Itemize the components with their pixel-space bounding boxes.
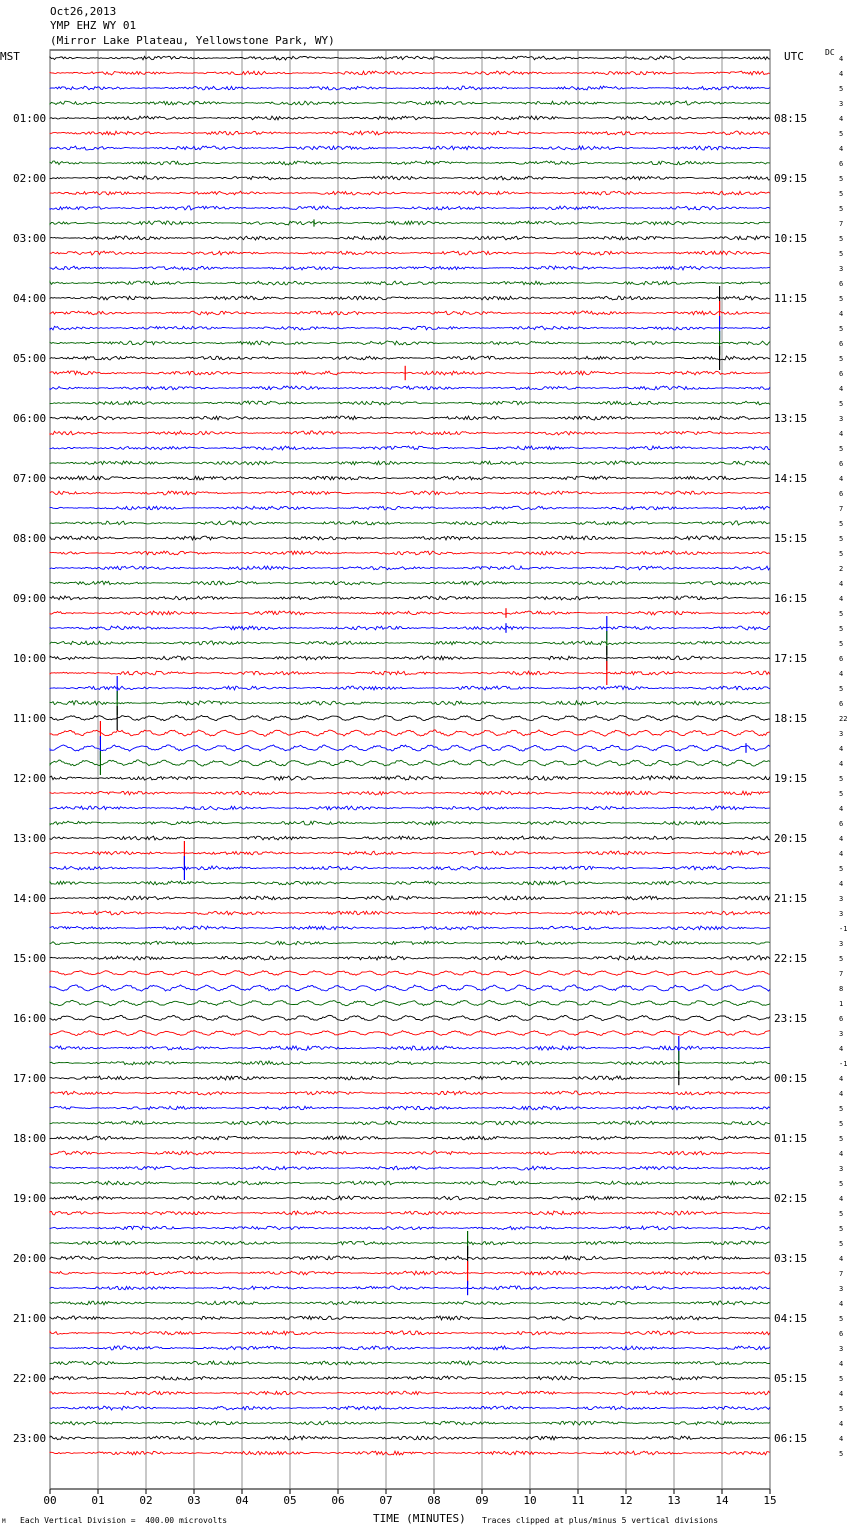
trace-row (50, 1226, 770, 1230)
left-hour-label: 03:00 (13, 232, 47, 245)
trace-row (50, 146, 770, 150)
right-hour-label: 11:15 (774, 292, 808, 305)
chart-date: Oct26,2013 (50, 5, 117, 18)
dc-offset-label: 5 (839, 1405, 844, 1413)
dc-offset-label: 8 (839, 985, 844, 993)
trace-row (50, 1286, 770, 1290)
x-tick-label: 01 (91, 1494, 105, 1507)
right-timezone-label: UTC (784, 50, 804, 63)
dc-offset-label: 4 (839, 805, 844, 813)
dc-offset-label: 6 (839, 280, 844, 288)
dc-offset-label: 5 (839, 445, 844, 453)
right-hour-label: 22:15 (774, 952, 808, 965)
dc-offset-label: 4 (839, 1360, 844, 1368)
trace-row (50, 1061, 770, 1065)
trace-row (50, 1331, 770, 1335)
trace-row (50, 671, 770, 675)
trace-row (50, 1256, 770, 1260)
left-hour-label: 15:00 (13, 952, 47, 965)
right-hour-label: 03:15 (774, 1252, 808, 1265)
dc-offset-label: 6 (839, 160, 844, 168)
x-tick-label: 10 (523, 1494, 537, 1507)
trace-row (50, 206, 770, 210)
dc-offset-label: 5 (839, 775, 844, 783)
trace-row (50, 776, 770, 780)
dc-offset-label: 5 (839, 1450, 844, 1458)
dc-offset-label: 5 (839, 130, 844, 138)
x-tick-label: 07 (379, 1494, 393, 1507)
left-hour-label: 09:00 (13, 592, 47, 605)
right-hour-label: 14:15 (774, 472, 808, 485)
dc-offset-label: 4 (839, 595, 844, 603)
dc-offset-label: 4 (839, 430, 844, 438)
dc-offset-label: 5 (839, 685, 844, 693)
x-tick-label: 02 (139, 1494, 153, 1507)
dc-offset-label: 5 (839, 520, 844, 528)
dc-offset-label: 5 (839, 295, 844, 303)
dc-offset-label: 4 (839, 835, 844, 843)
trace-row (50, 71, 770, 75)
dc-offset-label: 4 (839, 670, 844, 678)
dc-offset-label: 3 (839, 415, 844, 423)
dc-offset-label: 5 (839, 1210, 844, 1218)
trace-row (50, 116, 770, 120)
left-hour-label: 05:00 (13, 352, 47, 365)
trace-row (50, 551, 770, 555)
trace-row (50, 821, 770, 825)
trace-row (50, 1451, 770, 1455)
dc-offset-label: 3 (839, 910, 844, 918)
x-tick-label: 15 (763, 1494, 777, 1507)
trace-row (50, 1091, 770, 1095)
left-hour-label: 08:00 (13, 532, 47, 545)
dc-offset-label: 3 (839, 1165, 844, 1173)
dc-offset-label: 5 (839, 1105, 844, 1113)
trace-row (50, 911, 770, 915)
trace-row (50, 341, 770, 345)
trace-row (50, 1376, 770, 1380)
trace-row (50, 431, 770, 435)
right-hour-label: 00:15 (774, 1072, 808, 1085)
trace-row (50, 491, 770, 495)
left-hour-label: 02:00 (13, 172, 47, 185)
trace-row (50, 626, 770, 630)
right-hour-label: 08:15 (774, 112, 808, 125)
x-axis-title: TIME (MINUTES) (373, 1512, 466, 1525)
dc-offset-label: 4 (839, 115, 844, 123)
dc-offset-label: 5 (839, 550, 844, 558)
trace-row (50, 221, 770, 225)
trace-row (50, 596, 770, 600)
dc-offset-label: 4 (839, 880, 844, 888)
trace-row (50, 416, 770, 420)
left-hour-label: 11:00 (13, 712, 47, 725)
trace-row (50, 446, 770, 450)
dc-offset-label: 5 (839, 1240, 844, 1248)
trace-row (50, 1000, 770, 1005)
x-tick-label: 06 (331, 1494, 345, 1507)
trace-row (50, 131, 770, 135)
trace-row (50, 536, 770, 540)
trace-row (50, 521, 770, 525)
trace-row (50, 1436, 770, 1440)
dc-offset-label: 6 (839, 340, 844, 348)
trace-row (50, 101, 770, 105)
right-hour-label: 21:15 (774, 892, 808, 905)
dc-offset-label: 7 (839, 220, 844, 228)
trace-row (50, 641, 770, 645)
trace-row (50, 386, 770, 390)
trace-row (50, 1181, 770, 1185)
trace-row (50, 926, 770, 930)
trace-row (50, 161, 770, 165)
dc-offset-label: 4 (839, 70, 844, 78)
dc-offset-label: 7 (839, 505, 844, 513)
dc-offset-label: 4 (839, 1390, 844, 1398)
trace-row (50, 236, 770, 240)
dc-offset-label: 22 (839, 715, 848, 723)
dc-offset-label: 4 (839, 475, 844, 483)
trace-row (50, 956, 770, 960)
dc-offset-label: -1 (839, 925, 848, 933)
dc-offset-label: 3 (839, 730, 844, 738)
dc-offset-label: 5 (839, 640, 844, 648)
trace-row (50, 371, 770, 375)
trace-row (50, 1136, 770, 1140)
right-hour-label: 19:15 (774, 772, 808, 785)
dc-offset-label: 5 (839, 1225, 844, 1233)
chart-title: YMP EHZ WY 01 (50, 19, 137, 32)
right-hour-label: 01:15 (774, 1132, 808, 1145)
dc-offset-label: 4 (839, 1195, 844, 1203)
dc-offset-label: 5 (839, 205, 844, 213)
dc-offset-label: 5 (839, 955, 844, 963)
dc-offset-label: -1 (839, 1060, 848, 1068)
trace-row (50, 1271, 770, 1275)
trace-row (50, 1391, 770, 1395)
dc-offset-label: 5 (839, 1375, 844, 1383)
dc-offset-label: 3 (839, 1345, 844, 1353)
trace-row (50, 251, 770, 255)
dc-offset-label: 5 (839, 250, 844, 258)
dc-offset-label: 5 (839, 235, 844, 243)
dc-offset-label: 5 (839, 85, 844, 93)
trace-row (50, 461, 770, 465)
dc-offset-label: 5 (839, 175, 844, 183)
dc-offset-label: 5 (839, 190, 844, 198)
x-tick-label: 03 (187, 1494, 201, 1507)
trace-row (50, 745, 770, 751)
right-hour-label: 10:15 (774, 232, 808, 245)
trace-row (50, 851, 770, 855)
dc-offset-label: 5 (839, 610, 844, 618)
dc-offset-label: 3 (839, 265, 844, 273)
trace-row (50, 296, 770, 300)
trace-row (50, 356, 770, 360)
trace-row (50, 311, 770, 315)
chart-subtitle: (Mirror Lake Plateau, Yellowstone Park, WY) (50, 34, 335, 47)
trace-row (50, 1316, 770, 1320)
trace-row (50, 715, 770, 720)
right-hour-label: 17:15 (774, 652, 808, 665)
right-hour-label: 06:15 (774, 1432, 808, 1445)
right-hour-label: 02:15 (774, 1192, 808, 1205)
x-tick-label: 09 (475, 1494, 489, 1507)
trace-row (50, 1421, 770, 1425)
dc-offset-label: 5 (839, 1315, 844, 1323)
dc-offset-label: 5 (839, 1180, 844, 1188)
left-hour-label: 04:00 (13, 292, 47, 305)
dc-offset-label: 4 (839, 1090, 844, 1098)
dc-offset-label: 4 (839, 1420, 844, 1428)
dc-offset-label: 7 (839, 970, 844, 978)
trace-row (50, 506, 770, 510)
dc-offset-label: 6 (839, 655, 844, 663)
left-hour-label: 01:00 (13, 112, 47, 125)
dc-offset-label: 5 (839, 625, 844, 633)
dc-offset-label: 5 (839, 535, 844, 543)
left-timezone-label: MST (0, 50, 20, 63)
dc-offset-label: 4 (839, 1045, 844, 1053)
trace-row (50, 866, 770, 870)
trace-row (50, 836, 770, 840)
x-tick-label: 12 (619, 1494, 633, 1507)
dc-offset-label: 5 (839, 355, 844, 363)
trace-row (50, 1046, 770, 1050)
x-tick-label: 11 (571, 1494, 585, 1507)
dc-offset-label: 3 (839, 1030, 844, 1038)
right-hour-label: 04:15 (774, 1312, 808, 1325)
right-hour-label: 09:15 (774, 172, 808, 185)
left-hour-label: 07:00 (13, 472, 47, 485)
dc-offset-label: 5 (839, 865, 844, 873)
clip-note: Traces clipped at plus/minus 5 vertical divisions (482, 1516, 719, 1525)
dc-offset-label: 6 (839, 490, 844, 498)
left-hour-label: 20:00 (13, 1252, 47, 1265)
dc-offset-label: 6 (839, 1015, 844, 1023)
dc-offset-label: 4 (839, 580, 844, 588)
x-tick-label: 08 (427, 1494, 441, 1507)
dc-offset-label: 6 (839, 1330, 844, 1338)
dc-offset-label: 4 (839, 385, 844, 393)
trace-row (50, 281, 770, 285)
left-hour-label: 10:00 (13, 652, 47, 665)
dc-offset-label: 4 (839, 55, 844, 63)
trace-row (50, 686, 770, 690)
dc-offset-label: 2 (839, 565, 844, 573)
trace-row (50, 1406, 770, 1410)
x-tick-label: 04 (235, 1494, 249, 1507)
dc-offset-label: 1 (839, 1000, 844, 1008)
left-hour-label: 18:00 (13, 1132, 47, 1145)
dc-offset-label: 5 (839, 790, 844, 798)
left-hour-label: 14:00 (13, 892, 47, 905)
trace-row (50, 1196, 770, 1200)
trace-row (50, 1166, 770, 1170)
right-hour-label: 13:15 (774, 412, 808, 425)
left-hour-label: 22:00 (13, 1372, 47, 1385)
right-hour-label: 23:15 (774, 1012, 808, 1025)
trace-row (50, 1031, 770, 1036)
trace-row (50, 881, 770, 885)
x-tick-label: 05 (283, 1494, 297, 1507)
trace-row (50, 985, 770, 991)
right-hour-label: 16:15 (774, 592, 808, 605)
trace-row (50, 476, 770, 480)
left-hour-label: 16:00 (13, 1012, 47, 1025)
trace-row (50, 971, 770, 976)
left-hour-label: 21:00 (13, 1312, 47, 1325)
left-hour-label: 17:00 (13, 1072, 47, 1085)
trace-row (50, 401, 770, 405)
trace-row (50, 176, 770, 180)
trace-row (50, 730, 770, 736)
dc-offset-label: 6 (839, 820, 844, 828)
dc-offset-label: 4 (839, 145, 844, 153)
trace-row (50, 1015, 770, 1020)
dc-offset-label: 3 (839, 940, 844, 948)
dc-offset-label: 4 (839, 850, 844, 858)
x-tick-label: 13 (667, 1494, 681, 1507)
dc-offset-label: 3 (839, 1285, 844, 1293)
left-hour-label: 13:00 (13, 832, 47, 845)
right-hour-label: 12:15 (774, 352, 808, 365)
trace-row (50, 1241, 770, 1245)
dc-offset-label: 4 (839, 1435, 844, 1443)
dc-label: DC (825, 48, 835, 57)
scale-note: Each Vertical Division = 400.00 microvolts (20, 1516, 228, 1525)
right-hour-label: 20:15 (774, 832, 808, 845)
dc-offset-label: 3 (839, 895, 844, 903)
dc-offset-label: 6 (839, 460, 844, 468)
corner-mark: M (2, 1518, 6, 1525)
trace-row (50, 1151, 770, 1155)
dc-offset-label: 5 (839, 1135, 844, 1143)
trace-row (50, 611, 770, 615)
dc-offset-label: 6 (839, 370, 844, 378)
dc-offset-label: 5 (839, 400, 844, 408)
trace-row (50, 806, 770, 810)
dc-offset-label: 3 (839, 100, 844, 108)
trace-row (50, 1211, 770, 1215)
dc-offset-label: 4 (839, 1075, 844, 1083)
dc-offset-label: 4 (839, 745, 844, 753)
trace-row (50, 326, 770, 330)
trace-row (50, 191, 770, 195)
trace-row (50, 566, 770, 570)
trace-row (50, 581, 770, 585)
trace-row (50, 760, 770, 766)
trace-row (50, 1361, 770, 1365)
right-hour-label: 15:15 (774, 532, 808, 545)
trace-row (50, 1106, 770, 1110)
dc-offset-label: 4 (839, 1300, 844, 1308)
dc-offset-label: 5 (839, 1120, 844, 1128)
trace-row (50, 86, 770, 90)
dc-offset-label: 6 (839, 700, 844, 708)
trace-row (50, 1121, 770, 1125)
trace-row (50, 791, 770, 795)
left-hour-label: 12:00 (13, 772, 47, 785)
trace-row (50, 941, 770, 945)
trace-row (50, 656, 770, 660)
left-hour-label: 06:00 (13, 412, 47, 425)
trace-row (50, 896, 770, 900)
trace-row (50, 1346, 770, 1350)
x-tick-label: 00 (43, 1494, 57, 1507)
dc-offset-label: 5 (839, 325, 844, 333)
dc-offset-label: 7 (839, 1270, 844, 1278)
dc-offset-label: 4 (839, 760, 844, 768)
dc-offset-label: 4 (839, 1150, 844, 1158)
x-tick-label: 14 (715, 1494, 729, 1507)
trace-row (50, 1301, 770, 1305)
left-hour-label: 19:00 (13, 1192, 47, 1205)
trace-row (50, 266, 770, 270)
right-hour-label: 18:15 (774, 712, 808, 725)
dc-offset-label: 4 (839, 1255, 844, 1263)
trace-row (50, 701, 770, 705)
left-hour-label: 23:00 (13, 1432, 47, 1445)
right-hour-label: 05:15 (774, 1372, 808, 1385)
dc-offset-label: 4 (839, 310, 844, 318)
trace-row (50, 1076, 770, 1080)
trace-row (50, 56, 770, 60)
